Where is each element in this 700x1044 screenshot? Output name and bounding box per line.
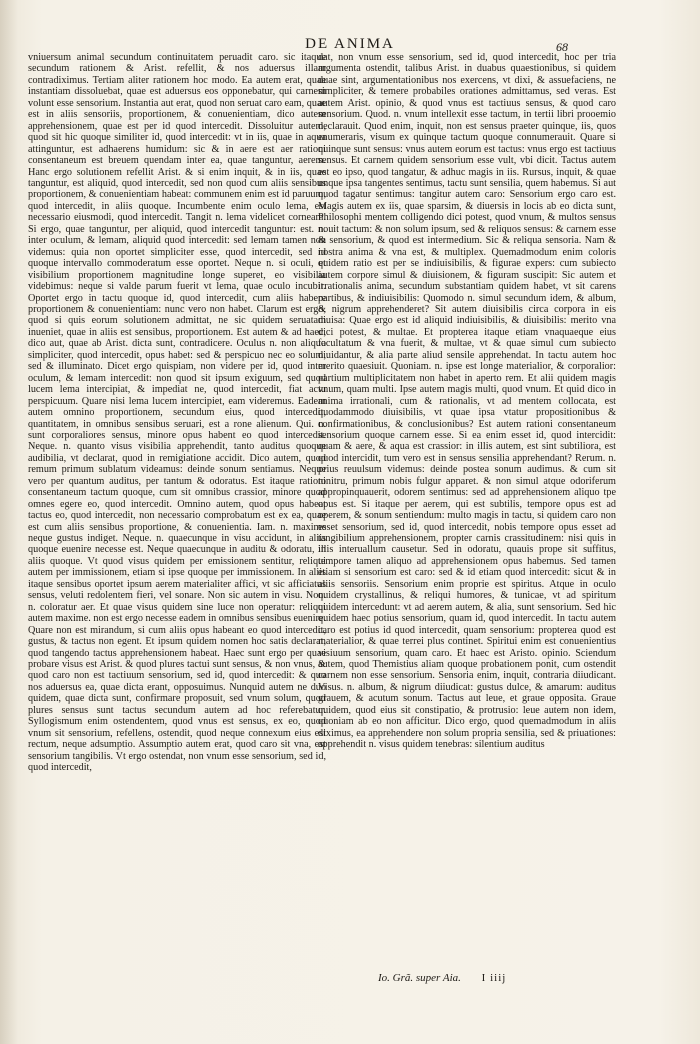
running-head: DE ANIMA (305, 36, 395, 52)
text-column-left: vniuersum animal secundum continuitatem peruadit caro. sic itaque secundum rationem & Arist. refellit, & nos aduersus illam contradiximus. Tertiam aliter rationem hoc modo. Ea autem erat, quae instantiam dissoluebat, quae est aduersus eos opponebatur, qui carnem volunt esse sensorium. Instantia aut erat, quod non seruat caro eam, quae est in aliis sensoriis, proportionem, & conuenientiam, dico autem apprehensionem, quae est per id quod intercedit. Dissoluitur autem, quod sit hic quoque similiter id, quod intercedit: vt in iis, quae in aqua attinguntur, est adhaerens humidum: sic & in aere est aer rationi consentaneum est breuem quendam inter ea, quae tanguntur, aerem. Hanc ergo solutionem refellit Arist. & si enim inquit, & in iis, quae tanguntur, est aliquid, quod intercedit, sed non quod cum aliis sensibus proportionem, & conuenientiam habeat: communem enim est id paruum, quod intercedit, in aliis quoque. Incumbente enim oculo lema, est necessario eiusmodi, quod intercedit. Tangit n. lema videlicet corneam. Si ergo, quae tanguntur, per aliquid, quod intercedit tanguntur: est. n. inter oculum, & lemam, aliquid quod intercedit: sed lemam tamen non videmus: quia non oportet simpliciter esse, quod intercedit, sed id quoque intervallo commoderatum esse oportet. Neque n. si oculi, et visibilium proportionem magnitudine longe superet, eo visibilia videbimus: neque si valde parum fuerit vt lema, quae oculo incubit. Oportet ergo in tactu quoque id, quod intercedit, cum aliis habere proportionem & conuenientiam: nunc vero non habet. Clarum est ergo, quod si quis eorum solutionem admittat, ne sic quidem seruatam inueniet, quae in aliis est sensibus, proportionem. Est autem & ad haec, dico aut, quae ab Arist. dicta sunt, contradicere. Oculus n. non aliquo simpliciter, quod intercedit, opus habet: sed & perspicuo nec eo solum, sed & illuminato. Dicet ergo quispiam, non videre per id, quod inter oculum, & lemam intercedit: non quod sit ipsum exiguum, sed quod lucem lema intercipiat, & impediat ne, quod intercedit, fiat actu perspicuum. Quare nisi lema lucem intercipiet, eam videremus. Eadem autem omnino proportionem, secundum eius, quod intercedit, quantitatem, in omnibus sensibus seruari, est a rone alienum. Qui. n. sunt corporaliores sensus, minore opus habent eo quod intercedit. Neque. n. quanto visus visibilia apprehendit, tanto auditus quoque audibilia, vt declarat, quod in remigiatione accidit. Dico autem, quod remum primum sublatum videamus: deinde sonum sentiamus. Neque vero per quantum auditus, per tantum & odoratus. Est itaque rationi consentaneum tactum quoque, cum sit omnibus crassior, minore quod omnes egere eo, quod intercedit. Omnino autem, quod opus habeat tactus eo, quod intercedit, non necessario comprobatum est ex ea, quae est cum aliis sensibus proportione, & conuenientia. Iam. n. maxime neque gustus indiget. Neque. n. quaecunque in visu accidunt, in aliis quoque euenire necesse est. Neque quaecunque in auditu & odoratu, in aliis quoque. Vt quod visus quidem per emissionem sentitur, reliqui autem per immissionem, etiam si ipse quoque per immissionem. In aliis itaque sensibus oportet ipsum aerem materialiter affici, vt sic afficiatus sensus, veluti redolentem fieri, vel sonare. Non sic autem in visu. Non. n. coloratur aer. Et quae visus quidem sine luce non operatur: reliqui autem maxime. non est ergo necesse eadem in omnibus sensibus euenire. Quare non est mirandum, si cum aliis opus habeant eo quod intercedit, gustus, & tactus non egent. Et ipsum quidem nomen hoc satis declarat, quod tangendo tactus apprehensionem habeat. Haec sunt ergo per quae probare visus est Arist. & quod plures tactui sunt sensus, & non vnus, & quod caro non est tactiuum sensorium, sed id, quod intercedit: & quo nos aduersus ea, quae dicta erant, opposuimus. Nunquid autem ne duo quidem, quae dicta sunt, confirmare proposuit, sed vnum solum, quod plures sensus sunt tactus secundum autem ad hoc referebatur. Syllogismum enim ostendentem, quod vnus est sensus, ex eo, quod vnum sit sensorium, refellens, ostendit, quod neque connexum eius est rectum, neque adsumptio. Assumptio autem erat, quod caro sit vna, est sensorium tangibilis. Vt ergo ostendat, non vnum esse sensorium, sed id, quod intercedit, (28, 52, 326, 774)
gutter-shadow (0, 0, 18, 1044)
signature-text: Io. Grã. super Aia. (378, 972, 461, 984)
folio-number: 68 (556, 40, 568, 54)
signature-mark: I iiij (481, 972, 507, 984)
text-column-right: dat, non vnum esse sensorium, sed id, quod intercedit, hoc per tria argumenta ostendit, talibus Arist. in duabus quaestionibus, si quidem duae sint, argumentationibus nos exercens, vt dixi, & assuefaciens, ne simpliciter, & temere probabiles orationes admittamus, sed veras. Est autem Arist. opinio, & quod vnus est tactiuus sensus, & quod caro sensorium. Quod. n. vnum intellexit esse tactum, in tertii libri prooemio declarauit. Quod enim, inquit, non est sensus praeter quinque, iis, quos enumeraris, visum ex quinque tactum quoque connumerauit. Quare si quinque sunt sensus: vnus autem eorum est tactus: vnus ergo est tactiuus sensus. Et carnem quidem sensorium esse vult, vbi dicit. Tactus autem est eo ipso, quod tangatur, & adhuc magis in iis. Rursus, inquit, & quae unque ipsa tangentes sentimus, tactu sunt sensilia, quem habemus. Si aut quod tagatur sentimus: tangitur autem caro: Sensorium ergo caro est. Magis autem ex iis, quae sparsim, & diuersis in locis ab eo dicta sunt, Philosophi mentem colligendo dici potest, quod vnum, & multos sensus nouit tactum: & non solum ipsum, sed & reliquos sensus: & carnem esse & sensorium, & quod est intermedium. Sic & reliqua sensoria. Nam & nostra anima & vna est, & multiplex. Quemadmodum enim coloris quidem ratio est per se indiuisibilis, & figurae expers: cum subiecto autem corpore simul & diuisionem, & figuram suscipit: Sic autem et irrationalis anima, secundum substantiam quidem habet, vt sit carens partibus, & indiuisibilis: Quomodo n. simul secundum idem, & album, & nigrum apprehenderet? Sit autem diuisibilis circa corpora in eis diuisa: Quae ergo est id aliquid indiuisibilis, & diuisibilis: merito vna dici potest, & multae. Et propterea itaque etiam vnaquaeque eius facultatum & vna fuerit, & multae, vt & quae simul cum subiecto diuidantur, & alia parte aliud sensile apprehendat. In tactu autem hoc merito quaesiuit. Quoniam. n. ipse est longe materialior, & corporalior: partium multiplicitatem non habet in aperto rem. Et alii quidem magis vnum, quam multi. Ipse autem magis multi, quod vnum. Et quid dico in anima irrationali, cum & rationalis, vt ad mentem collocata, est quodammodo diuisibilis, vt quae ipsa vtatur propositionibus & confirmationibus, & conclusionibus? Est autem rationi consentaneum sensorium quoque carnem esse. Si ea enim esset id, quod intercidit: quam & aere, & aqua est crassior: in illis autem, est sint subtiliora, est quod intercidit, tum vero est in sensus sensilia apprehendant? Rerum. n. prius reuulsum videmus: deinde postea sonum audimus. & cum sit tonitru, primum nobis fulgur apparet. & non simul atque odoriferum appropinquauerit, odorem sentimus: sed ad apprehensionem aliquo tpe opus est. Si itaque per aerem, qui est subtilis, tempore opus est ad operem, & sonum sentiendum: multo magis in tactu, si quidem caro non esset sensorium, sed id, quod intercedit, nobis tempore opus esset ad tangibilium apprehensionem, propter carnis crassitudinem: nisi quis in illis interuallum causetur. Sed in odoratu, quauis prope sit suffitus, tempore tamen aliquo ad apprehensionem opus habemus. Sed tamen etiam si sensorium est caro: sed & id etiam quod intercedit: sicut & in aliis sensoriis. Sensorium enim proprie est spiritus. Atque in oculo quidem crystallinus, & reliqui humores, & tunicae, vt ad spiritum quidem intercedunt: vt ad aerem autem, & alia, sunt sensorium. Sed hic quidem haec potius sensorium, quam id, quod intercedit. In tactu autem caro est potius id quod intercedit, quam sensorium: propterea quod est materialior, & quae terrei plus continet. Spiritui enim est conuenientius visiuum sensorium, quam caro. Et haec est Aristo. opinio. Sciendum autem, quod Themistius aliam quoque probationem ponit, cum ostendit carnem non esse sensorium. Sensoria enim, inquit, contraria diiudicant. Visus. n. album, & nigrum diiudicat: gustus dulce, & amarum: auditus grauem, & acutum sonum. Tactus aut leue, et graue opposita. Graue quidem, quod eius sit constipatio, & protrusio: leue autem non idem, quoniam ab eo non afficitur. Dico ergo, quod quemadmodum in aliis diximus, ea apprehendere non solum propria sensilia, sed & priuationes: apprehendit n. visus quidem tenebras: silentium auditus (318, 52, 616, 751)
signature-line (378, 972, 608, 984)
